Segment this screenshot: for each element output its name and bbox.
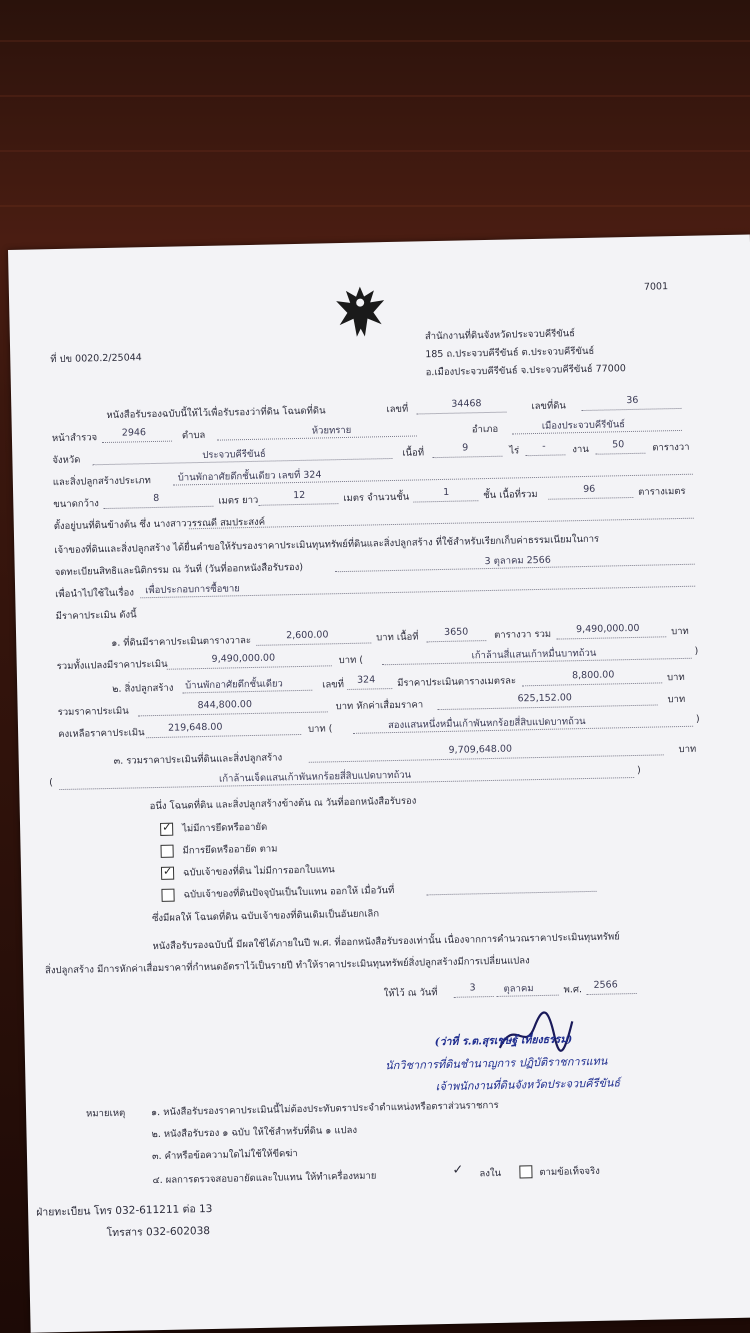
form-number: 7001 (643, 281, 669, 293)
checkbox-replacement[interactable] (161, 889, 174, 902)
label-floors: เมตร จำนวนชั้น (343, 491, 410, 505)
signatory-title-1: นักวิชาการที่ดินชำนาญการ ปฏิบัติราชการแทน (385, 1054, 608, 1073)
reference-number: ที่ ปข 0020.2/25044 (50, 352, 142, 366)
item1-total: 9,490,000.00 (211, 652, 276, 665)
assess-label: มีราคาประเมิน ดังนี้ (55, 609, 137, 623)
item1-area: 3650 (443, 626, 469, 638)
building-length: 12 (293, 489, 306, 502)
label-wa: ตารางวา (652, 441, 690, 454)
request-date: 3 ตุลาคม 2566 (484, 554, 551, 568)
item1-rate: 2,600.00 (286, 629, 329, 642)
purpose-label: เพื่อนำไปใช้ในเรื่อง (55, 587, 135, 601)
note-line: อนึ่ง โฉนดที่ดิน และสิ่งปลูกสร้างข้างต้น ณ วันที่ออกหนังสือรับรอง (149, 795, 417, 813)
signatory-name: (ว่าที่ ร.ต.สุรเชษฐ์ เที่ยงธรรม) (434, 1033, 573, 1049)
item1-baht2: บาท ( (338, 654, 364, 667)
building-type: บ้านพักอาศัยตึกชั้นเดียว เลขที่ 324 (177, 469, 322, 484)
area-ngan: - (542, 440, 546, 452)
given-label: ให้ไว้ ณ วันที่ (383, 987, 438, 1000)
remark-4-option-1: ลงใน (479, 1167, 502, 1180)
checkbox-no-replacement-label: ฉบับเจ้าของที่ดิน ไม่มีการออกใบแทน (182, 864, 335, 879)
item2-no: 324 (356, 674, 376, 686)
item1-sum: 9,490,000.00 (575, 622, 640, 636)
item2-baht2: บาท (667, 693, 686, 706)
building-floors: 1 (443, 486, 450, 498)
area-wa: 50 (612, 439, 625, 451)
item2-baht3: บาท ( (307, 723, 333, 735)
label-rai: ไร่ (509, 445, 520, 457)
land-number: 36 (626, 394, 639, 407)
given-be-label: พ.ศ. (563, 984, 583, 996)
label-ngan: งาน (572, 443, 589, 456)
label-land-no: เลขที่ดิน (531, 400, 567, 413)
remark-1: ๑. หนังสือรับรองราคาประเมินนี้ไม่ต้องประทับตราประจำตำแหน่งหรือตราส่วนราชการ (150, 1099, 499, 1119)
given-day: 3 (469, 982, 476, 994)
checkbox-seizure-label: มีการยึดหรืออายัด ตาม (182, 843, 278, 857)
given-year: 2566 (593, 979, 618, 991)
validity-line-2: สิ่งปลูกสร้าง มีการหักค่าเสื่อมราคาที่กำหนดอัตราไว้เป็นรายปี ทำให้ราคาประเมินทุนทรัพย์สิ่งปลูกสร้างมีการเปลี่ยนแปลง (44, 955, 530, 977)
given-month: ตุลาคม (503, 983, 534, 995)
remark-2: ๒. หนังสือรับรอง ๑ ฉบับ ให้ใช้สำหรับที่ดิน ๑ แปลง (151, 1124, 358, 1141)
item2-rate: 8,800.00 (571, 669, 615, 682)
purpose: เพื่อประกอบการซื้อขาย (145, 583, 240, 597)
contact-fax: โทรสาร 032-602038 (106, 1224, 211, 1240)
signatory-title-2: เจ้าพนักงานที่ดินจังหวัดประจวบคีรีขันธ์ (435, 1076, 621, 1094)
item2-remaining-label: คงเหลือราคาประเมิน (58, 727, 145, 741)
building-total-area: 96 (583, 483, 596, 496)
item2-rate-label: มีราคาประเมินตารางเมตรละ (397, 675, 517, 689)
label-subdistrict: ตำบล (181, 429, 206, 442)
label-length: เมตร ยาว (218, 494, 259, 507)
location-line: ตั้งอยู่บนที่ดินข้างต้น ซึ่ง นางสาววรรณดี สมประสงค์ (53, 516, 266, 533)
item1-sum-label: ตารางวา รวม (494, 628, 552, 641)
item1-total-label: รวมทั้งแปลงมีราคาประเมิน (56, 658, 168, 673)
intro-text: หนังสือรับรองฉบับนี้ให้ไว้เพื่อรับรองว่าที่ดิน โฉนดที่ดิน (106, 405, 326, 421)
document-page (8, 234, 750, 1332)
remark-4: ๔. ผลการตรวจสอบอายัดและใบแทน ให้ทำเครื่องหมาย (152, 1170, 377, 1187)
item1-head: ๑. ที่ดินมีราคาประเมินตารางวาละ (111, 634, 252, 649)
item2-close: ) (695, 713, 700, 725)
label-total-area: ชั้น เนื้อที่รวม (483, 488, 538, 502)
label-number: เลขที่ (386, 403, 409, 416)
validity-line-1: หนังสือรับรองฉบับนี้ มีผลใช้ได้ภายในปี พ.ศ. ที่ออกหนังสือรับรองเท่านั้น เนื่องจากการคำนวณราคาประเมินทุนทรัพย์ (152, 931, 620, 953)
item2-head: ๒. สิ่งปลูกสร้าง (112, 682, 174, 695)
remark-4-checkbox[interactable] (519, 1165, 532, 1178)
item2-dep-label: บาท หักค่าเสื่อมราคา (335, 699, 424, 713)
item3-total-words: เก้าล้านเจ็ดแสนเก้าพันหกร้อยสี่สิบแปดบาทถ้วน (219, 769, 412, 785)
item2-type: บ้านพักอาศัยตึกชั้นเดียว (185, 678, 283, 692)
remarks-label: หมายเหตุ (85, 1107, 126, 1120)
province: ประจวบคีรีขันธ์ (202, 448, 266, 461)
label-width: ขนาดกว้าง (53, 498, 100, 511)
remark-3: ๓. คำหรือข้อความใดไม่ใช้ให้ขีดฆ่า (151, 1148, 298, 1163)
office-address-1: 185 ถ.ประจวบคีรีขันธ์ ต.ประจวบคีรีขันธ์ (425, 345, 595, 361)
item1-area-label: บาท เนื้อที่ (376, 631, 419, 644)
checkbox-no-replacement[interactable] (161, 867, 174, 880)
item3-head: ๓. รวมราคาประเมินที่ดินและสิ่งปลูกสร้าง (113, 752, 283, 767)
survey-page: 2946 (121, 427, 147, 439)
checkbox-replacement-label: ฉบับเจ้าของที่ดินปัจจุบันเป็นใบแทน ออกให้ เมื่อวันที่ (183, 885, 395, 901)
deed-number: 34468 (451, 398, 482, 410)
office-address-2: อ.เมืองประจวบคีรีขันธ์ จ.ประจวบคีรีขันธ์ 77000 (425, 363, 626, 379)
item3-close: ) (636, 764, 641, 776)
label-province: จังหวัด (52, 454, 81, 467)
label-area: เนื้อที่ (402, 447, 425, 459)
item3-open: ( (49, 777, 53, 789)
item2-depreciation: 625,152.00 (517, 692, 573, 705)
item1-close: ) (694, 645, 699, 657)
item3-baht: บาท (678, 743, 697, 756)
request-line-1: เจ้าของที่ดินและสิ่งปลูกสร้าง ได้ยื่นคำขอให้รับรองราคาประเมินทุนทรัพย์ที่ดินและสิ่งปลูกสร้าง ที่ใช้สำหรับเรียกเก็บค่าธรรมเนียมในการ (54, 533, 600, 557)
item2-no-label: เลขที่ (322, 679, 345, 691)
item2-baht: บาท (666, 671, 685, 684)
label-survey: หน้าสำรวจ (51, 432, 98, 445)
office-name: สำนักงานที่ดินจังหวัดประจวบคีรีขันธ์ (424, 328, 576, 343)
remark-4-option-2: ตามข้อเท็จจริง (539, 1165, 600, 1179)
request-line-2: จดทะเบียนสิทธิและนิติกรรม ณ วันที่ (วันที่ออกหนังสือรับรอง) (54, 561, 304, 579)
item2-remaining: 219,648.00 (167, 721, 223, 734)
label-sqm: ตารางเมตร (638, 485, 686, 498)
label-district: อำเภอ (471, 423, 499, 436)
item1-total-words: เก้าล้านสี่แสนเก้าหมื่นบาทถ้วน (471, 647, 597, 662)
checkbox-seizure[interactable] (160, 845, 173, 858)
checkbox-no-seizure[interactable] (160, 823, 173, 836)
item2-remaining-words: สองแสนหนึ่งหมื่นเก้าพันหกร้อยสี่สิบแปดบาทถ้วน (387, 716, 586, 732)
check-mark-icon: ✓ (452, 1162, 464, 1178)
label-building-type: และสิ่งปลูกสร้างประเภท (52, 475, 151, 489)
subdistrict: ห้วยทราย (311, 424, 352, 437)
district: เมืองประจวบคีรีขันธ์ (541, 419, 626, 432)
area-rai: 9 (462, 442, 469, 454)
item2-price-label: รวมราคาประเมิน (57, 705, 129, 719)
building-width: 8 (153, 492, 160, 505)
contact-registry: ฝ่ายทะเบียน โทร 032-611211 ต่อ 13 (36, 1202, 213, 1219)
item3-total: 9,709,648.00 (448, 743, 513, 756)
item2-price: 844,800.00 (197, 698, 253, 712)
checkbox-no-seizure-label: ไม่มีการยึดหรืออายัด (182, 821, 268, 835)
garuda-emblem-icon (329, 280, 392, 343)
item1-baht: บาท (671, 625, 689, 638)
effect-line: ซึ่งมีผลให้ โฉนดที่ดิน ฉบับเจ้าของที่ดินเดิมเป็นอันยกเลิก (151, 908, 380, 925)
